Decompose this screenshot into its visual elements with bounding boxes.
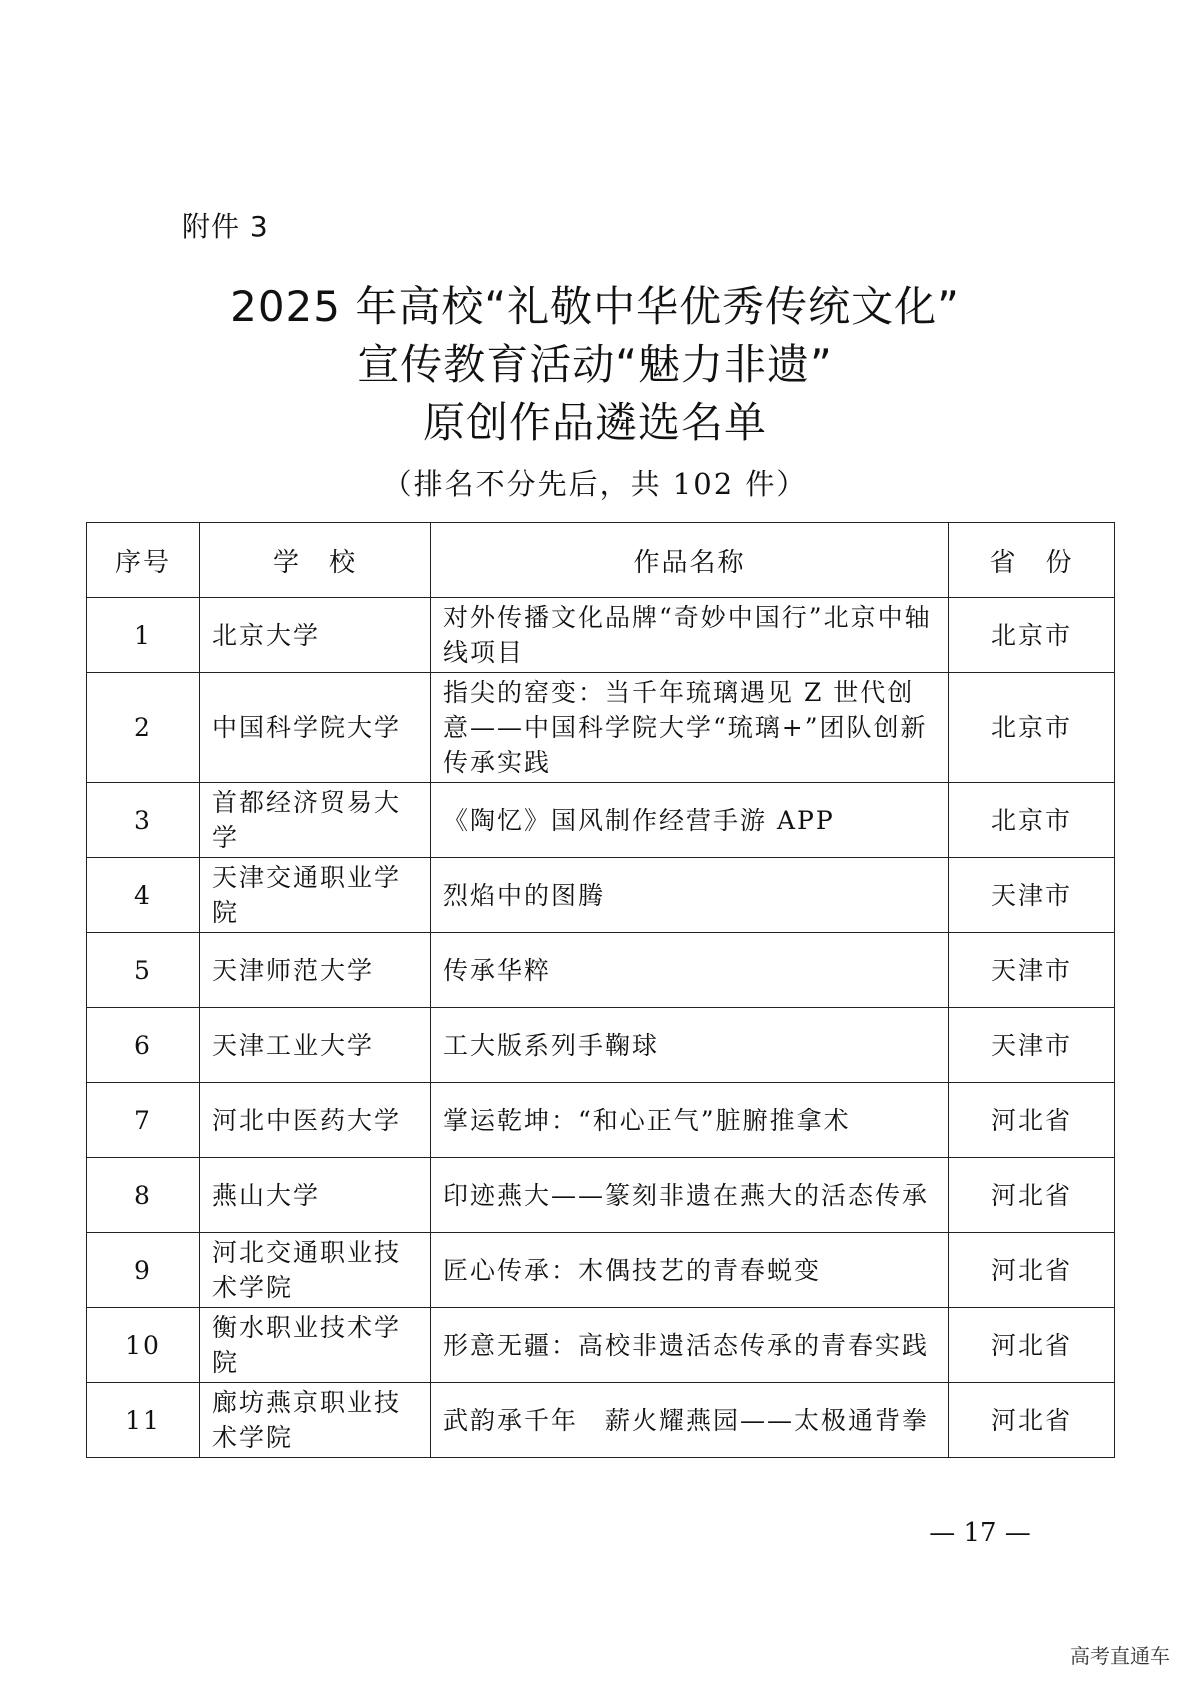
- table-row: [87, 1308, 1115, 1383]
- cell-work: 印迹燕大——篆刻非遗在燕大的活态传承: [431, 1158, 949, 1233]
- table-row: [87, 1158, 1115, 1233]
- cell-seq: 11: [87, 1383, 200, 1458]
- cell-school: 首都经济贸易大学: [200, 783, 431, 858]
- header-school: 学 校: [200, 523, 431, 598]
- table-row: [87, 1383, 1115, 1458]
- table-header-row: [87, 523, 1115, 598]
- cell-work: 匠心传承：木偶技艺的青春蜕变: [431, 1233, 949, 1308]
- cell-province: 天津市: [949, 858, 1115, 933]
- cell-school: 中国科学院大学: [200, 673, 431, 783]
- cell-school: 天津工业大学: [200, 1008, 431, 1083]
- cell-work: 掌运乾坤：“和心正气”脏腑推拿术: [431, 1083, 949, 1158]
- table-row: [87, 1083, 1115, 1158]
- table-row: [87, 858, 1115, 933]
- cell-school: 河北交通职业技术学院: [200, 1233, 431, 1308]
- cell-seq: 4: [87, 858, 200, 933]
- cell-work: 武韵承千年 薪火耀燕园——太极通背拳: [431, 1383, 949, 1458]
- cell-seq: 6: [87, 1008, 200, 1083]
- cell-seq: 9: [87, 1233, 200, 1308]
- table-row: [87, 1233, 1115, 1308]
- cell-work: 《陶忆》国风制作经营手游 APP: [431, 783, 949, 858]
- header-seq: 序号: [87, 523, 200, 598]
- cell-school: 天津交通职业学院: [200, 858, 431, 933]
- cell-province: 天津市: [949, 1008, 1115, 1083]
- cell-province: 河北省: [949, 1083, 1115, 1158]
- cell-school: 衡水职业技术学院: [200, 1308, 431, 1383]
- cell-province: 河北省: [949, 1308, 1115, 1383]
- cell-province: 北京市: [949, 673, 1115, 783]
- cell-school: 天津师范大学: [200, 933, 431, 1008]
- cell-province: 河北省: [949, 1233, 1115, 1308]
- cell-seq: 7: [87, 1083, 200, 1158]
- cell-work: 传承华粹: [431, 933, 949, 1008]
- cell-seq: 5: [87, 933, 200, 1008]
- cell-province: 北京市: [949, 598, 1115, 673]
- header-work: 作品名称: [431, 523, 949, 598]
- cell-work: 烈焰中的图腾: [431, 858, 949, 933]
- table-row: [87, 783, 1115, 858]
- cell-seq: 2: [87, 673, 200, 783]
- table-row: [87, 598, 1115, 673]
- title-line-1: 2025 年高校“礼敬中华优秀传统文化”: [230, 282, 960, 331]
- cell-province: 北京市: [949, 783, 1115, 858]
- cell-province: 天津市: [949, 933, 1115, 1008]
- cell-school: 廊坊燕京职业技术学院: [200, 1383, 431, 1458]
- title-line-2: 宣传教育活动“魅力非遗”: [357, 340, 833, 389]
- watermark: 高考直通车: [1070, 1644, 1170, 1668]
- title-line-3: 原创作品遴选名单: [422, 398, 767, 447]
- cell-seq: 3: [87, 783, 200, 858]
- table-row: [87, 673, 1115, 783]
- cell-province: 河北省: [949, 1158, 1115, 1233]
- table-row: [87, 933, 1115, 1008]
- attachment-label: 附件 3: [182, 210, 269, 243]
- page-number: — 17 —: [929, 1518, 1031, 1548]
- works-table: [86, 522, 1115, 1458]
- cell-school: 河北中医药大学: [200, 1083, 431, 1158]
- cell-seq: 1: [87, 598, 200, 673]
- cell-work: 指尖的窑变：当千年琉璃遇见 Z 世代创意——中国科学院大学“琉璃+”团队创新传承实践: [431, 673, 949, 783]
- table-row: [87, 1008, 1115, 1083]
- header-province: 省 份: [949, 523, 1115, 598]
- cell-school: 燕山大学: [200, 1158, 431, 1233]
- cell-seq: 10: [87, 1308, 200, 1383]
- cell-work: 形意无疆：高校非遗活态传承的青春实践: [431, 1308, 949, 1383]
- cell-seq: 8: [87, 1158, 200, 1233]
- cell-school: 北京大学: [200, 598, 431, 673]
- cell-work: 工大版系列手鞠球: [431, 1008, 949, 1083]
- cell-work: 对外传播文化品牌“奇妙中国行”北京中轴线项目: [431, 598, 949, 673]
- document-title: [0, 278, 1190, 452]
- subtitle: （排名不分先后，共 102 件）: [382, 467, 808, 501]
- cell-province: 河北省: [949, 1383, 1115, 1458]
